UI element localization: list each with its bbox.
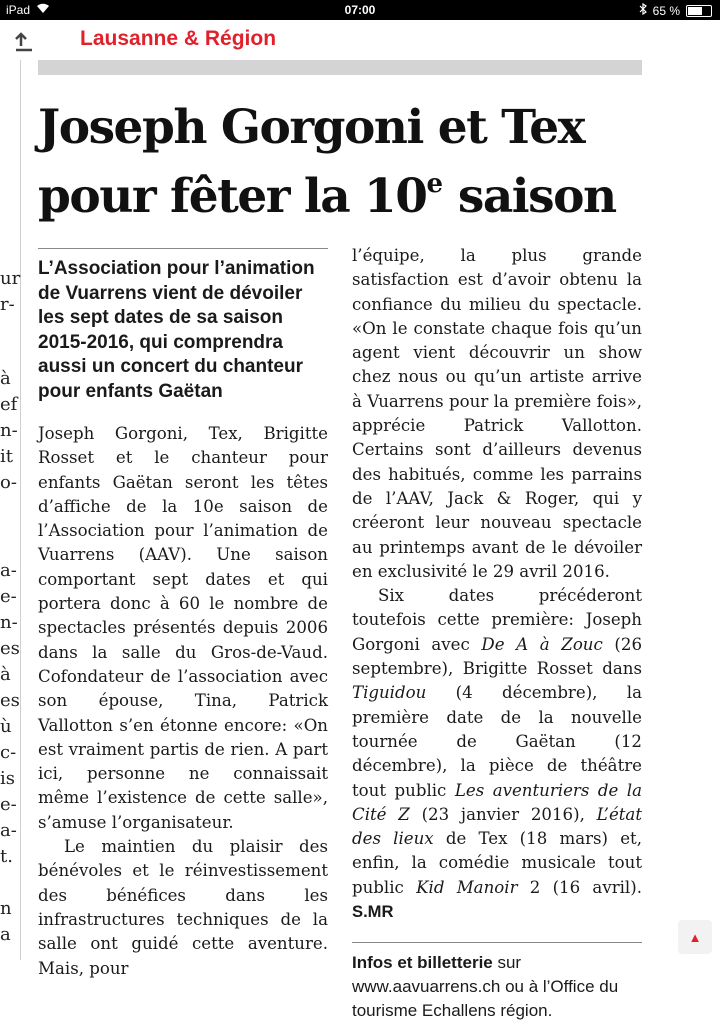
p4-text: Six dates précéderont toutefois cette première: Joseph Gorgoni avec — [352, 586, 642, 654]
cropped-text-fragment: n — [0, 898, 12, 919]
cropped-text-fragment: à — [0, 664, 11, 685]
article-paragraph-1: Joseph Gorgoni, Tex, Brigitte Rosset et le chanteur pour enfants Gaëtan seront les têtes d’affiche de la 10e saison de l’Association pour l’animation de Vuarrens (AAV). Une saison comportant sept dates et qui portera donc à 60 le nombre de spectacles présentés depuis 2006 dans la salle du Gros-de-Vaud. Cofondateur de l’association avec son épouse, Tina, Patrick Vallotton s’en étonne encore: «On est vraiment partis de rien. A part ici, personne ne connaissait même l’existence de cette salle», s’amuse l’organisateur. — [38, 424, 328, 832]
scroll-to-top-button[interactable] — [678, 920, 712, 954]
p4-text: de Tex (18 mars) et, enfin, la comédie musicale tout public — [352, 829, 642, 897]
cropped-text-fragment: à — [0, 368, 11, 389]
article-lead: L’Association pour l’animation de Vuarrens vient de dévoiler les sept dates de sa saison 2015-2016, qui comprendra aussi un concert du chanteur pour enfants Gaëtan — [38, 258, 315, 402]
cropped-text-fragment: a- — [0, 820, 17, 841]
cropped-text-fragment: o- — [0, 472, 17, 493]
article-paragraph-2: Le maintien du plaisir des bénévoles et le réinvestissement des bénéfices dans les infrastructures techniques de la salle ont guidé cette aventure. Mais, pour — [38, 837, 328, 978]
p4-title-etat-des-lieux: L’état des lieux — [352, 804, 642, 849]
info-text[interactable]: sur www.aavuarrens.ch ou à l’Office du tourisme Echallens région. — [352, 953, 619, 1021]
clock: 07:00 — [344, 3, 376, 17]
info-box — [352, 951, 642, 1023]
app-header — [0, 20, 720, 60]
status-bar — [0, 0, 720, 20]
cropped-text-fragment: n- — [0, 420, 18, 441]
p4-title-kid-manoir: Kid Manoir — [416, 877, 518, 897]
cropped-text-fragment: e- — [0, 586, 17, 607]
scroll-to-top-icon: ▲ — [688, 929, 702, 945]
p4-title-aventuriers: Les aventuriers de la Cité Z — [352, 780, 642, 824]
battery-percent: 65 % — [652, 3, 680, 18]
p4-title-tiguidou: Tiguidou — [352, 683, 427, 703]
cropped-text-fragment: ù — [0, 716, 12, 737]
previous-page-column — [0, 60, 21, 960]
cropped-text-fragment: c- — [0, 742, 17, 763]
headline-line-2: pour fêter la 10 — [38, 169, 427, 224]
cropped-text-fragment: t. — [0, 846, 13, 867]
p4-text: (23 janvier 2016), — [409, 804, 597, 824]
cropped-text-fragment: es — [0, 690, 20, 711]
cropped-text-fragment: is — [0, 768, 15, 789]
info-rule — [352, 942, 642, 943]
headline-line-1: Joseph Gorgoni et Tex — [38, 100, 585, 155]
cropped-text-fragment: r- — [0, 294, 15, 315]
battery-level — [688, 7, 702, 15]
p4-title-dezouc: De A à Zouc — [481, 634, 603, 654]
back-button[interactable] — [8, 28, 40, 54]
info-heading: Infos et billetterie — [352, 953, 493, 973]
headline-line-2-end: saison — [443, 169, 616, 224]
device-name: iPad — [6, 3, 31, 17]
p4-text: (26 septembre), Brigitte Rosset dans — [352, 634, 643, 679]
cropped-text-fragment: es — [0, 638, 20, 659]
article-paragraph-4 — [352, 584, 642, 924]
headline-superscript: e — [426, 169, 443, 199]
cropped-text-fragment: n- — [0, 612, 18, 633]
cropped-text-fragment: a- — [0, 560, 17, 581]
cropped-text-fragment: e- — [0, 794, 17, 815]
back-arrow-icon — [13, 31, 35, 51]
previous-article-bar — [38, 60, 642, 75]
cropped-text-fragment: it — [0, 446, 13, 467]
cropped-text-fragment: ef — [0, 394, 18, 415]
author-signature: S.MR — [352, 902, 394, 922]
p4-text: 2 (16 avril). — [517, 877, 642, 897]
article-paragraph-3: l’équipe, la plus grande satisfaction est d’avoir obtenu la confiance du milieu du spectacle. «On le constate chaque fois qu’un agent vient découvrir un show chez nous ou qu’un artiste arrive à Vuarrens pour la première fois», apprécie Patrick Vallotton. Certains sont d’ailleurs devenus des habitués, comme les parrains de l’AAV, Jack & Roger, qui y créeront leur nouveau spectacle au printemps avant de le dévoiler en exclusivité le 29 avril 2016. — [352, 246, 642, 581]
article-column-1 — [38, 248, 328, 981]
section-title[interactable]: Lausanne & Région — [80, 27, 277, 50]
bluetooth-icon — [639, 3, 647, 18]
column-rule — [38, 248, 328, 249]
cropped-text-fragment: a — [0, 924, 11, 945]
article-headline — [38, 100, 642, 225]
cropped-text-fragment: ur — [0, 268, 21, 289]
battery-icon — [686, 5, 712, 17]
p4-text: (4 décembre), la première date de la nouvelle tournée de Gaëtan (12 décembre), la pièce de théâtre tout public — [352, 683, 642, 800]
article-column-2 — [352, 244, 642, 1023]
